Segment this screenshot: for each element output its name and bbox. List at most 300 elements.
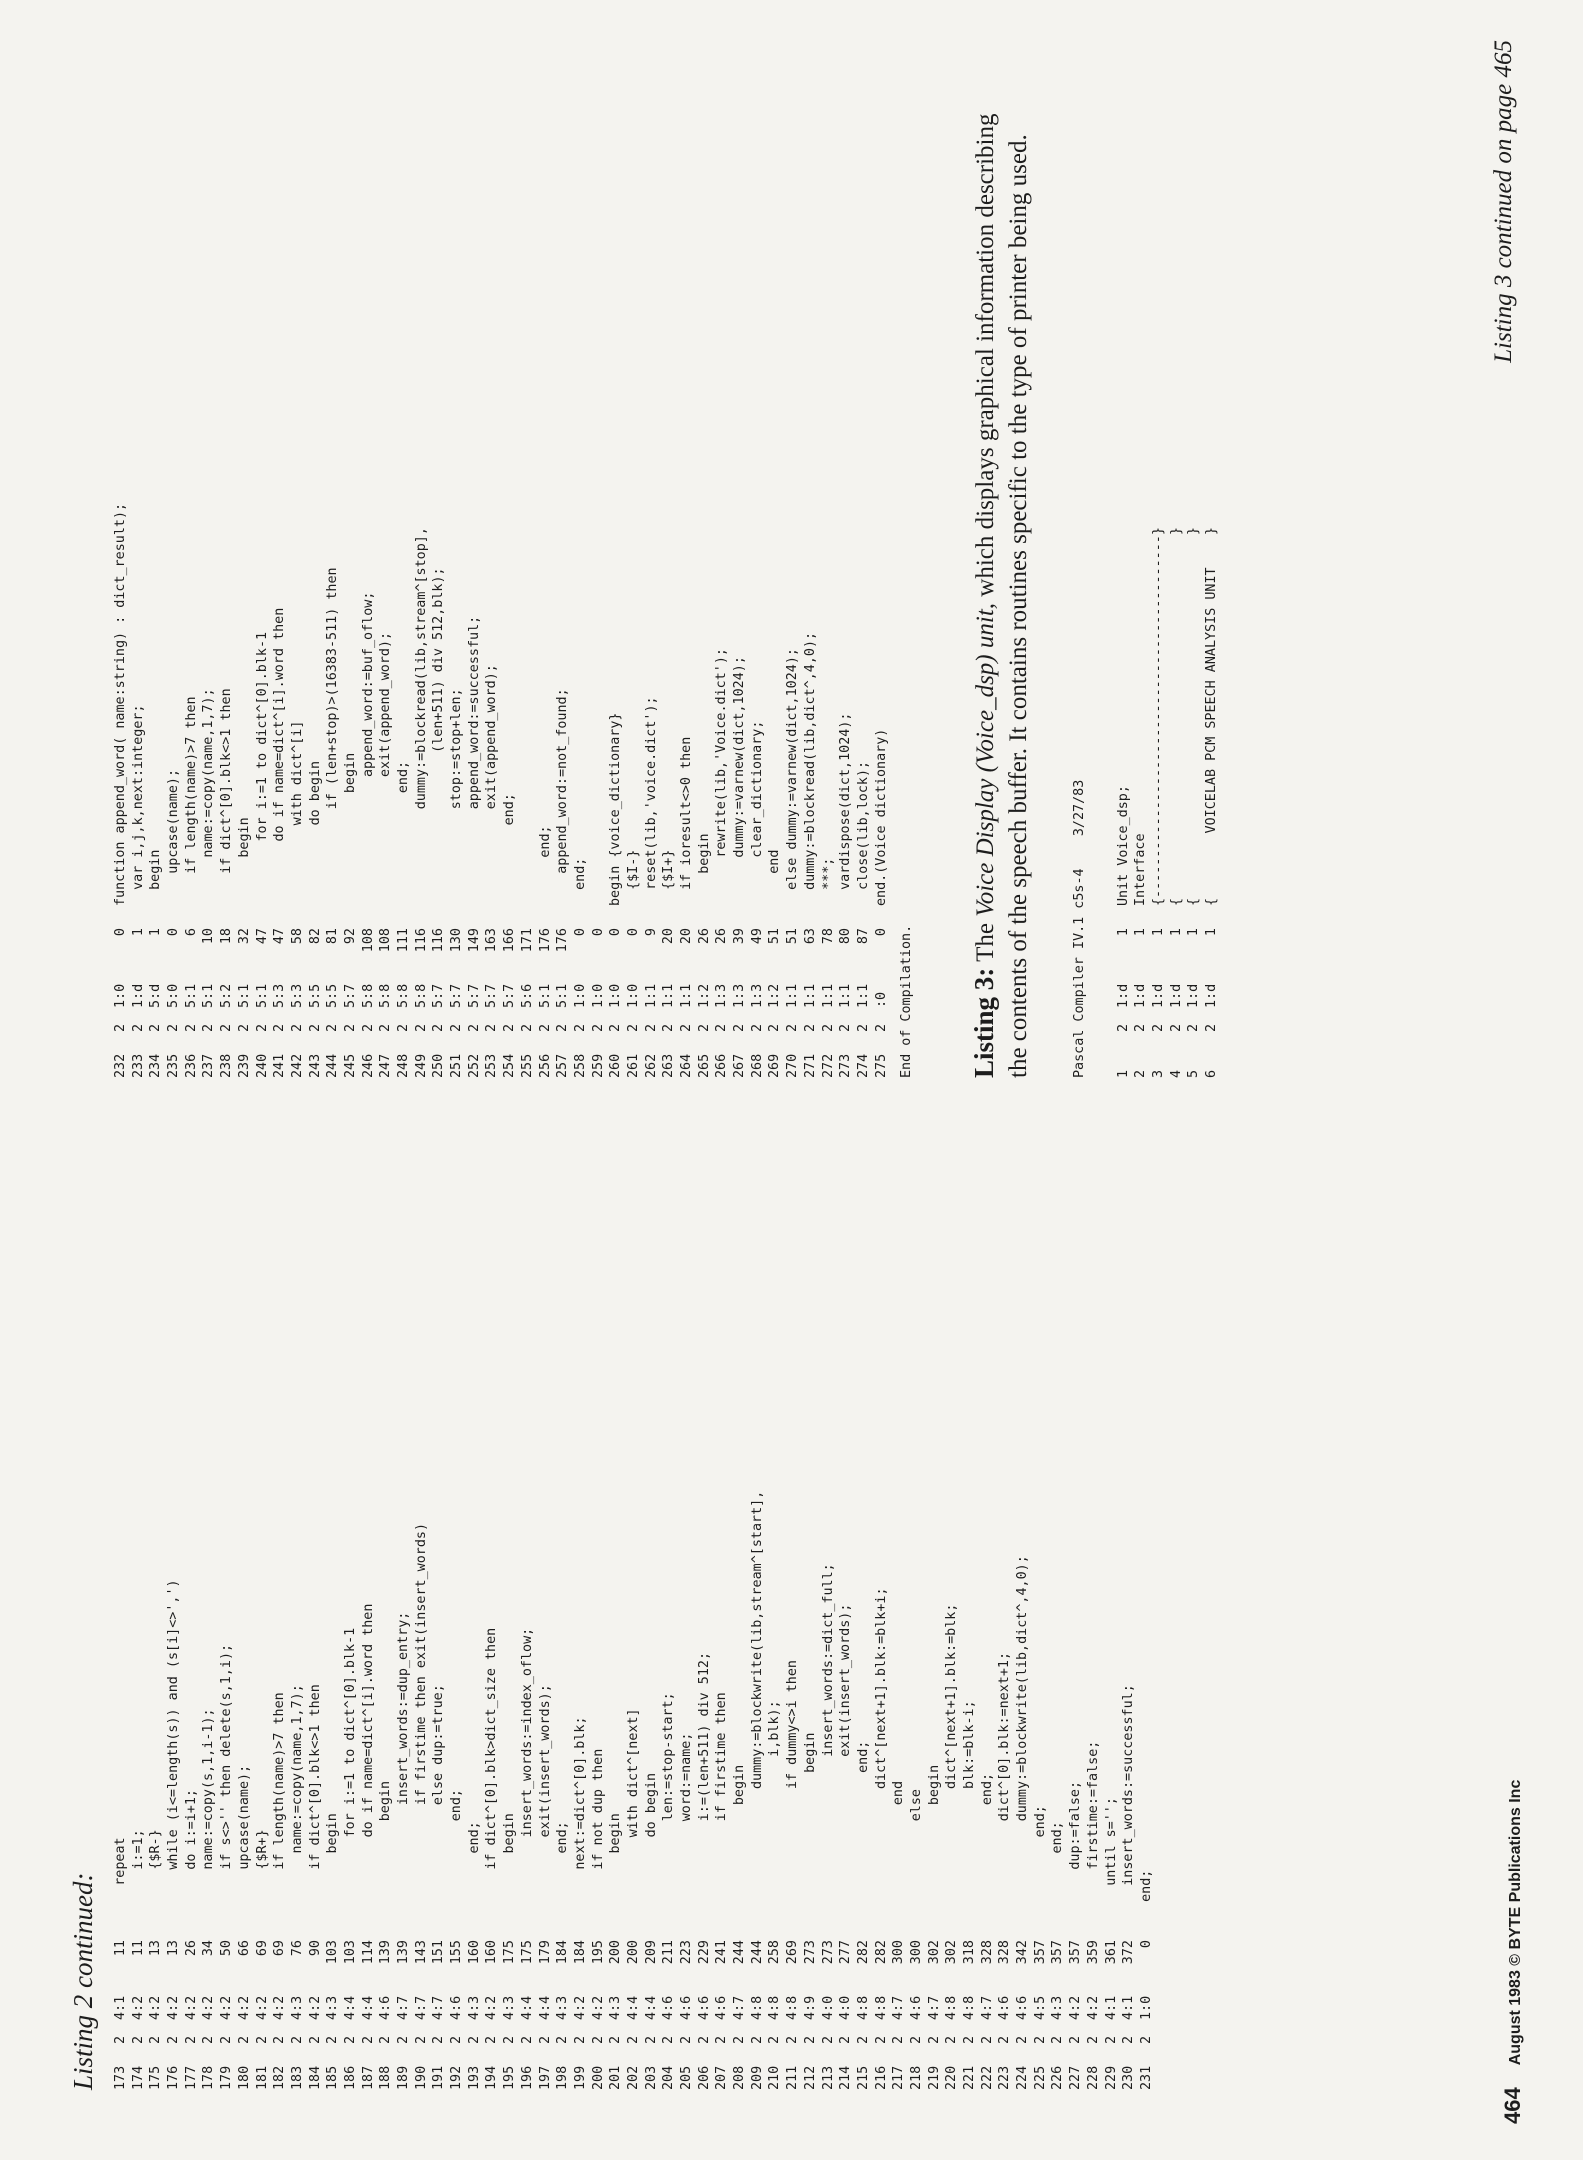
offset: 302: [944, 1940, 960, 1965]
code-text: repeat: [113, 1837, 128, 1918]
code-text: end;: [396, 760, 411, 906]
line-number: 231: [1138, 2065, 1154, 2090]
code-text: begin: [608, 1813, 624, 1918]
proc-level: 1:2: [767, 983, 783, 1008]
nesting-level: 2: [272, 2035, 288, 2044]
code-line: [501, 38, 519, 1078]
code-text: Unit Voice_dsp;: [1115, 785, 1131, 906]
nesting-level: 2: [855, 1023, 871, 1032]
line-number: 254: [502, 1053, 518, 1078]
code-text: else: [908, 1789, 924, 1918]
offset: 108: [360, 928, 376, 953]
code-line: [200, 38, 218, 1078]
line-number: 233: [130, 1053, 146, 1078]
proc-level: 5:1: [254, 983, 270, 1008]
code-line: [130, 1150, 148, 2090]
offset: 273: [802, 1940, 818, 1965]
code-line: [554, 1150, 572, 2090]
code-text: if firstime then: [714, 1692, 730, 1918]
line-number: 202: [625, 2065, 641, 2090]
nesting-level: 2: [360, 2035, 376, 2044]
offset: 200: [625, 1940, 641, 1965]
code-line: [766, 38, 784, 1078]
code-line: [660, 38, 678, 1078]
code-text: else dup:=true;: [431, 1684, 447, 1918]
code-line: [165, 1150, 183, 2090]
nesting-level: 2: [608, 2035, 624, 2044]
line-number: 238: [219, 1053, 235, 1078]
nesting-level: 2: [166, 2035, 182, 2044]
offset: 258: [767, 1940, 783, 1965]
code-line: [342, 1150, 360, 2090]
proc-level: 1:1: [855, 983, 871, 1008]
line-number: 226: [1050, 2065, 1066, 2090]
code-text: end;: [855, 1740, 871, 1918]
line-number: 196: [519, 2065, 535, 2090]
offset: 58: [289, 928, 305, 945]
proc-level: 1:1: [785, 983, 801, 1008]
code-text: var i,j,k,next:integer;: [130, 704, 146, 906]
proc-level: 1:1: [643, 983, 659, 1008]
code-line: [413, 1150, 431, 2090]
line-number: 263: [661, 1053, 677, 1078]
line-number: 184: [307, 2065, 323, 2090]
proc-level: 1:2: [696, 983, 712, 1008]
offset: 26: [714, 928, 730, 945]
code-line: [537, 1150, 555, 2090]
offset: 1: [1133, 928, 1149, 937]
nesting-level: 2: [1015, 2035, 1031, 2044]
proc-level: 1:d: [1204, 983, 1220, 1008]
listing-3-caption: [968, 78, 1035, 1078]
proc-level: 4:2: [166, 1995, 182, 2020]
proc-level: 4:8: [944, 1995, 960, 2020]
line-number: 229: [1103, 2065, 1119, 2090]
code-line: [855, 1150, 873, 2090]
offset: 111: [396, 928, 411, 953]
code-line: [147, 1150, 165, 2090]
nesting-level: 2: [466, 2035, 482, 2044]
proc-level: 4:7: [431, 1995, 447, 2020]
code-line: [625, 38, 643, 1078]
line-number: 214: [838, 2065, 854, 2090]
code-line: [395, 38, 413, 1078]
code-line: [802, 38, 820, 1078]
proc-level: 5:1: [201, 983, 217, 1008]
code-text: append_word:=buf_oflow;: [360, 591, 376, 906]
proc-level: 4:2: [272, 1995, 288, 2020]
code-line: [1168, 38, 1186, 1078]
code-text: {$R-}: [148, 1829, 164, 1918]
nesting-level: 2: [1115, 1023, 1131, 1032]
line-number: 5: [1186, 1069, 1202, 1078]
code-text: end;: [537, 825, 553, 906]
nesting-level: 2: [838, 2035, 854, 2044]
code-line: [1132, 38, 1150, 1078]
offset: 26: [696, 928, 712, 945]
nesting-level: 2: [1121, 2035, 1137, 2044]
proc-level: 4:4: [360, 1995, 376, 2020]
code-line: [112, 1150, 130, 2090]
offset: 175: [519, 1940, 535, 1965]
code-line: [554, 38, 572, 1078]
line-number: 174: [130, 2065, 146, 2090]
proc-level: 5:1: [555, 983, 571, 1008]
proc-level: 5:8: [378, 983, 394, 1008]
line-number: 241: [272, 1053, 288, 1078]
offset: 20: [661, 928, 677, 945]
code-text: dummy:=blockread(lib,dict^,4,0);: [802, 631, 818, 906]
code-line: [607, 38, 625, 1078]
code-text: if dict^[0].blk<>1 then: [307, 1684, 323, 1918]
code-text: insert_words:=dict_full;: [820, 1563, 836, 1918]
proc-level: 4:3: [466, 1995, 482, 2020]
code-line: [254, 38, 272, 1078]
proc-level: 4:0: [838, 1995, 854, 2020]
offset: 175: [502, 1940, 518, 1965]
code-text: end;: [466, 1821, 482, 1918]
code-line: [731, 38, 749, 1078]
nesting-level: 2: [201, 1023, 217, 1032]
line-number: 271: [802, 1053, 818, 1078]
line-number: 192: [449, 2065, 465, 2090]
line-number: 236: [183, 1053, 199, 1078]
line-number: 225: [1032, 2065, 1048, 2090]
nesting-level: 2: [130, 1023, 146, 1032]
proc-level: 4:5: [1032, 1995, 1048, 2020]
nesting-level: 2: [537, 1023, 553, 1032]
code-text: stop:=stop+len;: [449, 688, 465, 906]
listing-2-code: [112, 1150, 1156, 2090]
offset: 176: [537, 928, 553, 953]
line-number: 267: [732, 1053, 748, 1078]
line-number: 239: [236, 1053, 252, 1078]
offset: 211: [661, 1940, 677, 1965]
offset: 1: [130, 928, 146, 937]
listing-3-unit-code: [1115, 38, 1221, 1078]
proc-level: 1:0: [590, 983, 606, 1008]
nesting-level: 2: [519, 2035, 535, 2044]
line-number: 183: [289, 2065, 305, 2090]
offset: 277: [838, 1940, 854, 1965]
nesting-level: 2: [325, 1023, 341, 1032]
code-line: [466, 1150, 484, 2090]
code-line: [572, 1150, 590, 2090]
code-text: close(lib,lock);: [855, 760, 871, 906]
nesting-level: 2: [236, 1023, 252, 1032]
code-text: i,blk);: [767, 1700, 783, 1918]
nesting-level: 2: [1085, 2035, 1101, 2044]
code-text: end;: [979, 1772, 995, 1918]
nesting-level: 2: [1068, 2035, 1084, 2044]
code-text: dummy:=blockwrite(lib,stream^[start],: [749, 1490, 765, 1918]
code-line: [837, 1150, 855, 2090]
offset: 244: [732, 1940, 748, 1965]
nesting-level: 2: [413, 1023, 429, 1032]
code-text: vardispose(dict,1024);: [838, 712, 854, 906]
code-text: name:=copy(s,1,i-1);: [201, 1708, 217, 1918]
nesting-level: 2: [767, 2035, 783, 2044]
code-text: i:=(len+511) div 512;: [696, 1651, 712, 1918]
nesting-level: 2: [254, 2035, 270, 2044]
nesting-level: 2: [307, 2035, 323, 2044]
code-line: [660, 1150, 678, 2090]
proc-level: 4:1: [1121, 1995, 1137, 2020]
offset: 81: [325, 928, 341, 945]
proc-level: 5:7: [431, 983, 447, 1008]
line-number: 204: [661, 2065, 677, 2090]
offset: 1: [148, 928, 164, 937]
listing-3-append-word-code: [112, 38, 890, 1078]
code-line: [483, 38, 501, 1078]
line-number: 217: [891, 2065, 907, 2090]
nesting-level: 2: [714, 1023, 730, 1032]
proc-level: 5:0: [166, 983, 182, 1008]
nesting-level: 2: [643, 2035, 659, 2044]
code-text: if not dup then: [590, 1748, 606, 1918]
offset: 328: [997, 1940, 1013, 1965]
offset: 282: [873, 1940, 889, 1965]
proc-level: 5:3: [272, 983, 288, 1008]
offset: 318: [962, 1940, 977, 1965]
proc-level: 4:4: [625, 1995, 641, 2020]
line-number: 201: [608, 2065, 624, 2090]
proc-level: 5:5: [307, 983, 323, 1008]
nesting-level: 2: [714, 2035, 730, 2044]
proc-level: 4:2: [201, 1995, 217, 2020]
proc-level: 1:0: [1138, 1995, 1154, 2020]
code-text: append_word:=successful;: [466, 615, 482, 906]
proc-level: 1:3: [714, 983, 730, 1008]
offset: 184: [555, 1940, 571, 1965]
code-text: upcase(name);: [236, 1764, 252, 1918]
code-line: [271, 1150, 289, 2090]
code-line: [448, 38, 466, 1078]
nesting-level: 2: [555, 1023, 571, 1032]
code-line: [572, 38, 590, 1078]
code-line: [607, 1150, 625, 2090]
line-number: 182: [272, 2065, 288, 2090]
nesting-level: 2: [431, 1023, 447, 1032]
offset: 82: [307, 928, 323, 945]
code-line: [979, 1150, 997, 2090]
offset: 90: [307, 1940, 323, 1957]
code-text: begin: [926, 1764, 942, 1918]
line-number: 180: [236, 2065, 252, 2090]
code-line: [1150, 38, 1168, 1078]
proc-level: 4:7: [732, 1995, 748, 2020]
proc-level: 5:1: [183, 983, 199, 1008]
footer-text: August 1983 © BYTE Publications Inc: [1507, 1779, 1524, 2066]
offset: 50: [219, 1940, 235, 1957]
code-text: end;: [502, 793, 518, 906]
code-line: [590, 38, 608, 1078]
nesting-level: 2: [679, 1023, 694, 1032]
code-line: [377, 1150, 395, 2090]
offset: 209: [643, 1940, 659, 1965]
code-text: dummy:=varnew(dict,1024);: [732, 656, 748, 906]
nesting-level: 2: [378, 1023, 394, 1032]
nesting-level: 2: [113, 2035, 128, 2044]
nesting-level: 2: [625, 1023, 641, 1032]
code-text: end;: [1050, 1821, 1066, 1918]
code-line: [749, 38, 767, 1078]
proc-level: 4:6: [661, 1995, 677, 2020]
line-number: 216: [873, 2065, 889, 2090]
proc-level: 4:0: [820, 1995, 836, 2020]
code-line: [324, 1150, 342, 2090]
code-line: [360, 38, 378, 1078]
proc-level: 5:2: [219, 983, 235, 1008]
nesting-level: 2: [201, 2035, 217, 2044]
line-number: 191: [431, 2065, 447, 2090]
code-text: dummy:=blockwrite(lib,dict^,4,0);: [1015, 1555, 1031, 1918]
code-text: if s<>'' then delete(s,1,i);: [219, 1643, 235, 1918]
proc-level: 4:6: [714, 1995, 730, 2020]
proc-level: 1:0: [625, 983, 641, 1008]
code-text: if dict^[0].blk>dict_size then: [484, 1627, 500, 1918]
offset: 0: [590, 928, 606, 937]
code-line: [165, 38, 183, 1078]
proc-level: 4:8: [785, 1995, 801, 2020]
nesting-level: 2: [502, 2035, 518, 2044]
offset: 179: [537, 1940, 553, 1965]
line-number: 223: [997, 2065, 1013, 2090]
code-text: clear_dictionary;: [749, 720, 765, 906]
nesting-level: 2: [820, 2035, 836, 2044]
offset: 18: [219, 928, 235, 945]
code-line: [289, 38, 307, 1078]
nesting-level: 2: [219, 1023, 235, 1032]
offset: 160: [484, 1940, 500, 1965]
nesting-level: 2: [838, 1023, 854, 1032]
offset: 361: [1103, 1940, 1119, 1965]
code-line: [1138, 1150, 1156, 2090]
nesting-level: 2: [572, 1023, 588, 1032]
code-line: [501, 1150, 519, 2090]
code-line: [289, 1150, 307, 2090]
nesting-level: 2: [749, 1023, 765, 1032]
nesting-level: 2: [661, 2035, 677, 2044]
nesting-level: 2: [1050, 2035, 1066, 2044]
line-number: 268: [749, 1053, 765, 1078]
code-text: end;: [555, 1821, 571, 1918]
proc-level: 4:6: [1015, 1995, 1031, 2020]
code-line: [1120, 1150, 1138, 2090]
code-text: for i:=1 to dict^[0].blk-1: [342, 1627, 358, 1918]
offset: 51: [785, 928, 801, 945]
offset: 300: [891, 1940, 907, 1965]
offset: 6: [183, 928, 199, 937]
line-number: 246: [360, 1053, 376, 1078]
offset: 151: [431, 1940, 447, 1965]
line-number: 199: [572, 2065, 588, 2090]
line-number: 252: [466, 1053, 482, 1078]
line-number: 230: [1121, 2065, 1137, 2090]
end-of-compilation: End of Compilation.: [899, 924, 915, 1078]
code-line: [307, 38, 325, 1078]
code-text: begin: [732, 1764, 748, 1918]
nesting-level: 2: [1186, 1023, 1202, 1032]
code-text: end;: [449, 1789, 465, 1918]
code-text: (len+511) div 512,blk);: [431, 567, 447, 906]
line-number: 218: [908, 2065, 924, 2090]
offset: 47: [254, 928, 270, 945]
code-line: [926, 1150, 944, 2090]
nesting-level: 2: [696, 2035, 712, 2044]
line-number: 176: [166, 2065, 182, 2090]
code-text: name:=copy(name,1,7);: [201, 688, 217, 906]
offset: 11: [113, 1940, 128, 1957]
proc-level: 5:7: [484, 983, 500, 1008]
nesting-level: 2: [590, 1023, 606, 1032]
proc-level: 4:4: [643, 1995, 659, 2020]
line-number: 234: [148, 1053, 164, 1078]
offset: 1: [1115, 928, 1131, 937]
code-text: ***;: [820, 857, 836, 906]
code-line: [1115, 38, 1133, 1078]
code-text: end: [767, 849, 783, 906]
offset: 26: [183, 1940, 199, 1957]
listing-2-continued-heading: Listing 2 continued:: [68, 1872, 98, 2090]
code-line: [1203, 38, 1221, 1078]
code-line: [183, 38, 201, 1078]
code-text: dummy:=blockread(lib,stream^[stop],: [413, 527, 429, 906]
code-line: [961, 1150, 979, 2090]
nesting-level: 2: [396, 2035, 411, 2044]
proc-level: 5:3: [289, 983, 305, 1008]
caption-text-1: The: [971, 916, 999, 968]
code-text: dict^[next+1].blk:=blk+i;: [873, 1587, 889, 1918]
line-number: 260: [608, 1053, 624, 1078]
proc-level: 1:d: [1133, 983, 1149, 1008]
line-number: 265: [696, 1053, 712, 1078]
offset: 9: [643, 928, 659, 937]
proc-level: 1:3: [732, 983, 748, 1008]
nesting-level: 2: [785, 1023, 801, 1032]
nesting-level: 2: [484, 1023, 500, 1032]
nesting-level: 2: [1138, 2035, 1154, 2044]
line-number: 194: [484, 2065, 500, 2090]
code-line: [377, 38, 395, 1078]
code-line: [802, 1150, 820, 2090]
code-text: firstime:=false;: [1085, 1740, 1101, 1918]
offset: 11: [130, 1940, 146, 1957]
proc-level: 4:7: [413, 1995, 429, 2020]
code-line: [254, 1150, 272, 2090]
compiler-header: [1071, 38, 1089, 1078]
proc-level: 4:3: [1050, 1995, 1066, 2020]
code-text: [519, 38, 537, 906]
proc-level: 4:8: [749, 1995, 765, 2020]
offset: 176: [555, 928, 571, 953]
proc-level: 4:2: [590, 1995, 606, 2020]
offset: 229: [696, 1940, 712, 1965]
code-text: with dict^[i]: [289, 720, 305, 906]
proc-level: 4:2: [183, 1995, 199, 2020]
line-number: 250: [431, 1053, 447, 1078]
proc-level: 4:4: [342, 1995, 358, 2020]
code-line: [890, 1150, 908, 2090]
code-line: [625, 1150, 643, 2090]
code-line: [837, 38, 855, 1078]
line-number: 224: [1015, 2065, 1031, 2090]
proc-level: 4:6: [908, 1995, 924, 2020]
line-number: 2: [1133, 1069, 1149, 1078]
proc-level: 1:1: [838, 983, 854, 1008]
code-text: end.(Voice dictionary): [873, 728, 889, 906]
line-number: 228: [1085, 2065, 1101, 2090]
